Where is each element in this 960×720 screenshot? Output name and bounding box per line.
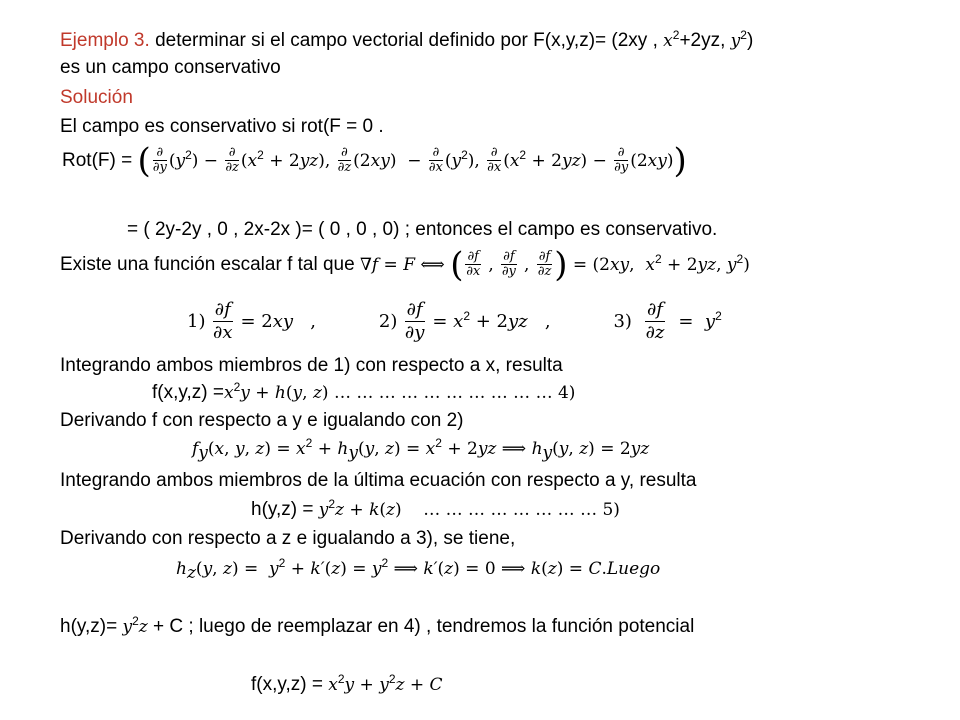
- example-statement: determinar si el campo vectorial definido por F(x,y,z)= (2xy ,: [155, 30, 658, 51]
- fy-equation: $f_y(x$, y, $z) = x^2 + h_y(y$, $z) = x^2 + 2yz$ ⟹ $h_y(y$, z) = 2yz: [192, 436, 650, 463]
- h-prefix: h(y,z) =: [251, 499, 314, 520]
- condition-line: El campo es conservativo si rot(F = 0 .: [60, 116, 384, 137]
- rot-result-line: = ( 2y-2y , 0 , 2x-2x )= ( 0 , 0 , 0) ; entonces el campo es conservativo.: [127, 219, 718, 240]
- h-final-suffix: + C ; luego de reemplazar en 4) , tendremos la función potencial: [153, 616, 695, 637]
- h-final-line: $h(y,z)= y^2z + C$ ; luego de reemplazar en 4) , tendremos la función potencial: [60, 614, 695, 637]
- statement-line-2: es un campo conservativo: [60, 57, 281, 78]
- final-potential-line: $f(x,y,z) = x^2y + y^2z + C$: [251, 672, 443, 695]
- statement-close: ): [746, 30, 754, 51]
- statement-x: x: [663, 31, 673, 51]
- f-line: $f(x,y,z) =x^2y + h(y$, z) … … … … … … … … … … 4): [152, 380, 576, 403]
- rot-label: Rot(F) =: [62, 150, 133, 171]
- h-line: $h(y,z) = y^2z + k(z)$ … … … … … … … … 5): [251, 497, 620, 520]
- partial-equations: 1) $\frac{\partial f}{\partial x}$ = 2xy , 2) $\frac{\partial f}{\partial y}$ = $x^2 + 2yz$ , 3) $\frac{\partial f}{\partial z}$ = $y^2$: [187, 299, 722, 344]
- integrating-line-2: Integrando ambos miembros de la última ecuación con respecto a y, resulta: [60, 470, 697, 491]
- f-prefix: f(x,y,z) =: [152, 382, 224, 403]
- hz-equation: $h_z(y$, $z) = y^2 + k'(z) = y^2$ ⟹ k′(z) = 0 ⟹ k(z) = C.Luego: [176, 556, 661, 583]
- statement-y: y: [730, 31, 741, 51]
- example-label: Ejemplo 3.: [60, 30, 150, 51]
- derivando-z-line: Derivando con respecto a z e igualando a 3), se tiene,: [60, 528, 516, 549]
- gradient-line: Existe una función escalar f tal que ∇f = F ⟺ ( $\frac{\partial f}{\partial x}$ , $\frac{\partial f}{\partial y}$ , $\frac{\partial f}{\partial z}$ ) = (2xy, $x^2 + 2yz$, $y^2$): [60, 244, 750, 285]
- solution-heading: Solución: [60, 87, 133, 108]
- exists-text: Existe una función escalar f tal que: [60, 254, 355, 275]
- statement-mid: +2yz,: [679, 30, 726, 51]
- final-prefix: f(x,y,z) =: [251, 674, 323, 695]
- integrating-line-1: Integrando ambos miembros de 1) con respecto a x, resulta: [60, 355, 563, 376]
- h-final-prefix: h(y,z)=: [60, 616, 118, 637]
- derivando-y-line: Derivando f con respecto a y e igualando con 2): [60, 410, 464, 431]
- example-statement-line: Ejemplo 3. determinar si el campo vectorial definido por F(x,y,z)= (2xy , $x^2+2yz$, $y^2$): [60, 28, 754, 51]
- rot-formula: Rot(F) = ( $\frac{\partial}{\partial y}$ $(y^2)$ − $\frac{\partial}{\partial z}$ $(x^2 + 2yz)$, $\frac{\partial}{\partial z}$ (2xy) − $\frac{\partial}{\partial x}$ $(y^2)$, $\frac{\partial}{\partial x}$ $(x^2 + 2yz)$ − $\frac{\partial}{\partial y}$ (2xy)): [62, 140, 687, 181]
